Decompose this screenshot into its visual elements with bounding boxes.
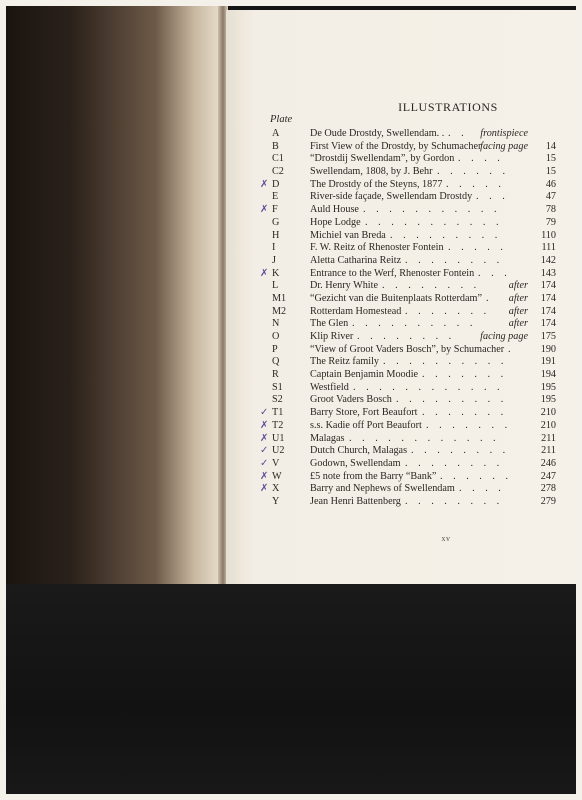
handwritten-mark: ✗	[260, 178, 269, 190]
handwritten-mark: ✗	[260, 483, 269, 495]
placement-note: frontispiece	[480, 128, 528, 139]
list-item	[256, 191, 556, 204]
handwritten-mark	[260, 242, 272, 255]
illustration-title: The Drostdy of the Steyns, 1877	[310, 178, 443, 190]
dot-leader: . . . . . . .	[405, 305, 491, 317]
page-number: 191	[540, 356, 556, 368]
illustration-title: Auld House	[310, 204, 359, 216]
plate-id: D	[272, 178, 280, 190]
list-item	[256, 407, 556, 420]
handwritten-mark	[260, 153, 272, 166]
page-number: 194	[540, 369, 556, 381]
plate-id: L	[272, 280, 279, 292]
page-number: 142	[540, 254, 556, 266]
illustration-title: Aletta Catharina Reitz	[310, 254, 402, 266]
list-item	[256, 204, 556, 217]
handwritten-mark	[260, 344, 272, 357]
list-item	[256, 420, 556, 433]
illustrations-list	[256, 128, 556, 509]
placement-note: after	[508, 305, 528, 317]
plate-id: C2	[272, 166, 284, 178]
list-item	[256, 128, 556, 141]
handwritten-mark	[260, 217, 272, 230]
dot-leader: . . . . . . . . . . .	[365, 216, 503, 228]
list-item	[256, 141, 556, 154]
plate-id: T1	[272, 407, 284, 419]
handwritten-mark	[260, 382, 272, 395]
placement-note: after	[508, 292, 528, 304]
dot-leader: .	[486, 292, 493, 304]
plate-id: R	[272, 369, 279, 381]
handwritten-mark	[260, 306, 272, 319]
dot-leader: . . . . . . . .	[357, 331, 456, 342]
page-number: 47	[545, 191, 556, 203]
list-item	[256, 217, 556, 230]
dot-leader: . . . . . . .	[422, 369, 508, 381]
dot-leader: . . .	[476, 191, 509, 203]
page-number: 79	[545, 216, 556, 228]
dot-leader: . . . .	[459, 483, 505, 495]
handwritten-mark	[260, 394, 272, 407]
placement-note: facing page	[480, 140, 528, 152]
dot-leader: .	[508, 343, 515, 355]
handwritten-mark: ✗	[260, 204, 269, 216]
dot-leader: . . . . . . .	[426, 419, 512, 431]
plate-id: S1	[272, 381, 283, 393]
list-item	[256, 255, 556, 268]
list-item	[256, 242, 556, 255]
placement-note: after	[508, 318, 528, 330]
list-item	[256, 166, 556, 179]
placement-note: facing page	[480, 331, 528, 342]
page-number: 15	[545, 153, 556, 165]
page-number: 46	[545, 178, 556, 190]
list-item	[256, 153, 556, 166]
list-item	[256, 344, 556, 357]
scan-background	[6, 584, 576, 794]
illustration-title: Malagas	[310, 432, 345, 444]
page-number: 210	[540, 419, 556, 431]
plate-id: G	[272, 216, 280, 228]
handwritten-mark: ✓	[260, 445, 269, 457]
list-item	[256, 268, 556, 281]
plate-id: A	[272, 128, 280, 139]
list-item	[256, 318, 556, 331]
dot-leader: . . . . . .	[437, 166, 510, 178]
plate-id: J	[272, 254, 276, 266]
illustration-title: Barry Store, Fort Beaufort	[310, 407, 418, 419]
page-number: 246	[540, 457, 556, 469]
plate-id: M1	[272, 292, 287, 304]
page-number: 111	[541, 242, 556, 254]
plate-id: W	[272, 470, 282, 482]
illustration-title: Swellendam, 1808, by J. Behr	[310, 166, 433, 178]
handwritten-mark	[260, 141, 272, 154]
handwritten-mark	[260, 128, 272, 141]
plate-id: Y	[272, 495, 280, 507]
page-number: 174	[540, 318, 556, 330]
plate-column-label: Plate	[270, 114, 293, 125]
dot-leader: . . . . . . . . . . .	[363, 204, 501, 216]
page-number: 190	[540, 343, 556, 355]
illustration-title: Hope Lodge	[310, 216, 361, 228]
list-item	[256, 496, 556, 509]
illustration-title: River-side façade, Swellendam Drostdy	[310, 191, 473, 203]
illustration-title: Michiel van Breda	[310, 229, 386, 241]
plate-id: Q	[272, 356, 280, 368]
dot-leader: . . . . .	[446, 178, 505, 190]
page-number: 174	[540, 280, 556, 292]
scan-frame	[6, 6, 576, 794]
illustration-title: Jean Henri Battenberg	[310, 495, 401, 507]
page-number: 143	[540, 267, 556, 279]
page-number: 110	[541, 229, 556, 241]
list-item	[256, 394, 556, 407]
handwritten-mark	[260, 318, 272, 331]
page-folio: xv	[441, 534, 451, 543]
handwritten-mark	[260, 293, 272, 306]
list-item	[256, 356, 556, 369]
illustration-title: £5 note from the Barry “Bank”	[310, 470, 437, 482]
dot-leader: . . . . . . . .	[405, 254, 504, 266]
dot-leader: . . .	[478, 267, 511, 279]
page-number: 278	[540, 483, 556, 495]
illustration-title: “View of Groot Vaders Bosch”, by Schumacher	[310, 343, 505, 355]
list-item	[256, 293, 556, 306]
handwritten-mark	[260, 230, 272, 243]
handwritten-mark: ✗	[260, 432, 269, 444]
illustration-title: Groot Vaders Bosch	[310, 394, 392, 406]
plate-id: H	[272, 229, 280, 241]
book-page	[226, 10, 576, 584]
page-number: 247	[540, 470, 556, 482]
illustration-title: “Drostdij Swellendam”, by Gordon	[310, 153, 455, 165]
page-number: 175	[540, 331, 556, 342]
dot-leader: . . . . . . .	[422, 407, 508, 419]
illustration-title: Barry and Nephews of Swellendam	[310, 483, 455, 495]
illustration-title: The Reitz family	[310, 356, 380, 368]
page-number: 211	[541, 445, 556, 457]
page-number: 15	[545, 166, 556, 178]
plate-id: P	[272, 343, 278, 355]
list-item	[256, 483, 556, 496]
list-item	[256, 331, 556, 344]
page-number: 174	[540, 305, 556, 317]
dot-leader: . .	[448, 128, 468, 139]
list-item	[256, 382, 556, 395]
plate-id: T2	[272, 419, 284, 431]
plate-id: O	[272, 331, 280, 342]
handwritten-mark: ✗	[260, 419, 269, 431]
dot-leader: . . . . . . . .	[405, 495, 504, 507]
dot-leader: . . . . . . . . . . . .	[353, 381, 504, 393]
list-item	[256, 369, 556, 382]
handwritten-mark	[260, 496, 272, 509]
illustration-title: The Glen	[310, 318, 349, 330]
left-page-shadow	[6, 6, 220, 584]
handwritten-mark: ✗	[260, 470, 269, 482]
plate-id: M2	[272, 305, 287, 317]
handwritten-mark: ✓	[260, 407, 269, 419]
dot-leader: . . . . . . . .	[382, 280, 481, 292]
illustration-title: Westfield	[310, 381, 349, 393]
list-item	[256, 471, 556, 484]
list-item	[256, 179, 556, 192]
plate-id: F	[272, 204, 278, 216]
illustration-title: Entrance to the Werf, Rhenoster Fontein	[310, 267, 475, 279]
dot-leader: . . . . . . . .	[411, 445, 510, 457]
placement-note: after	[508, 280, 528, 292]
plate-id: X	[272, 483, 280, 495]
dot-leader: . . . . . . . . . . . .	[349, 432, 500, 444]
page-number: 210	[540, 407, 556, 419]
illustration-title: “Gezicht van die Buitenplaats Rotterdam”	[310, 292, 482, 304]
plate-id: B	[272, 140, 279, 152]
handwritten-mark: ✗	[260, 267, 269, 279]
plate-id: C1	[272, 153, 284, 165]
page-number: 174	[540, 292, 556, 304]
plate-id: E	[272, 191, 279, 203]
page-number: 78	[545, 204, 556, 216]
dot-leader: . . . . .	[448, 242, 507, 254]
handwritten-mark	[260, 191, 272, 204]
illustration-title: Dr. Henry White	[310, 280, 378, 292]
dot-leader: . . . . . . . . .	[396, 394, 508, 406]
dot-leader: . . . . . . . . .	[390, 229, 502, 241]
page-number: 14	[545, 140, 556, 152]
illustration-title: Klip River	[310, 331, 354, 342]
plate-id: I	[272, 242, 276, 254]
illustration-title: First View of the Drostdy, by Schumacher	[310, 140, 482, 152]
page-number: 279	[540, 495, 556, 507]
handwritten-mark	[260, 255, 272, 268]
illustration-title: Dutch Church, Malagas	[310, 445, 408, 457]
page-number: 195	[540, 381, 556, 393]
page-number: 195	[540, 394, 556, 406]
dot-leader: . . . .	[458, 153, 504, 165]
dot-leader: . . . . . . . . . .	[383, 356, 508, 368]
plate-id: K	[272, 267, 280, 279]
list-item	[256, 433, 556, 446]
plate-id: U1	[272, 432, 285, 444]
list-item	[256, 445, 556, 458]
list-item	[256, 280, 556, 293]
handwritten-mark	[260, 166, 272, 179]
list-item	[256, 230, 556, 243]
page-number: 211	[541, 432, 556, 444]
dot-leader: . . . . . . . .	[405, 457, 504, 469]
illustration-title: Captain Benjamin Moodie	[310, 369, 419, 381]
handwritten-mark	[260, 369, 272, 382]
illustration-title: s.s. Kadie off Port Beaufort	[310, 419, 422, 431]
illustration-title: Rotterdam Homestead	[310, 305, 402, 317]
illustration-title: Godown, Swellendam	[310, 457, 401, 469]
illustration-title: F. W. Reitz of Rhenoster Fontein	[310, 242, 444, 254]
list-item	[256, 306, 556, 319]
list-item	[256, 458, 556, 471]
dot-leader: . . . . . .	[440, 470, 513, 482]
handwritten-mark	[260, 356, 272, 369]
illustration-title: De Oude Drostdy, Swellendam. .	[310, 128, 445, 139]
page-heading: ILLUSTRATIONS	[398, 100, 498, 114]
handwritten-mark: ✓	[260, 457, 269, 469]
dot-leader: . . . . . . . . . .	[352, 318, 477, 330]
handwritten-mark	[260, 331, 272, 344]
plate-id: S2	[272, 394, 283, 406]
plate-id: N	[272, 318, 280, 330]
plate-id: V	[272, 457, 280, 469]
plate-id: U2	[272, 445, 285, 457]
handwritten-mark	[260, 280, 272, 293]
